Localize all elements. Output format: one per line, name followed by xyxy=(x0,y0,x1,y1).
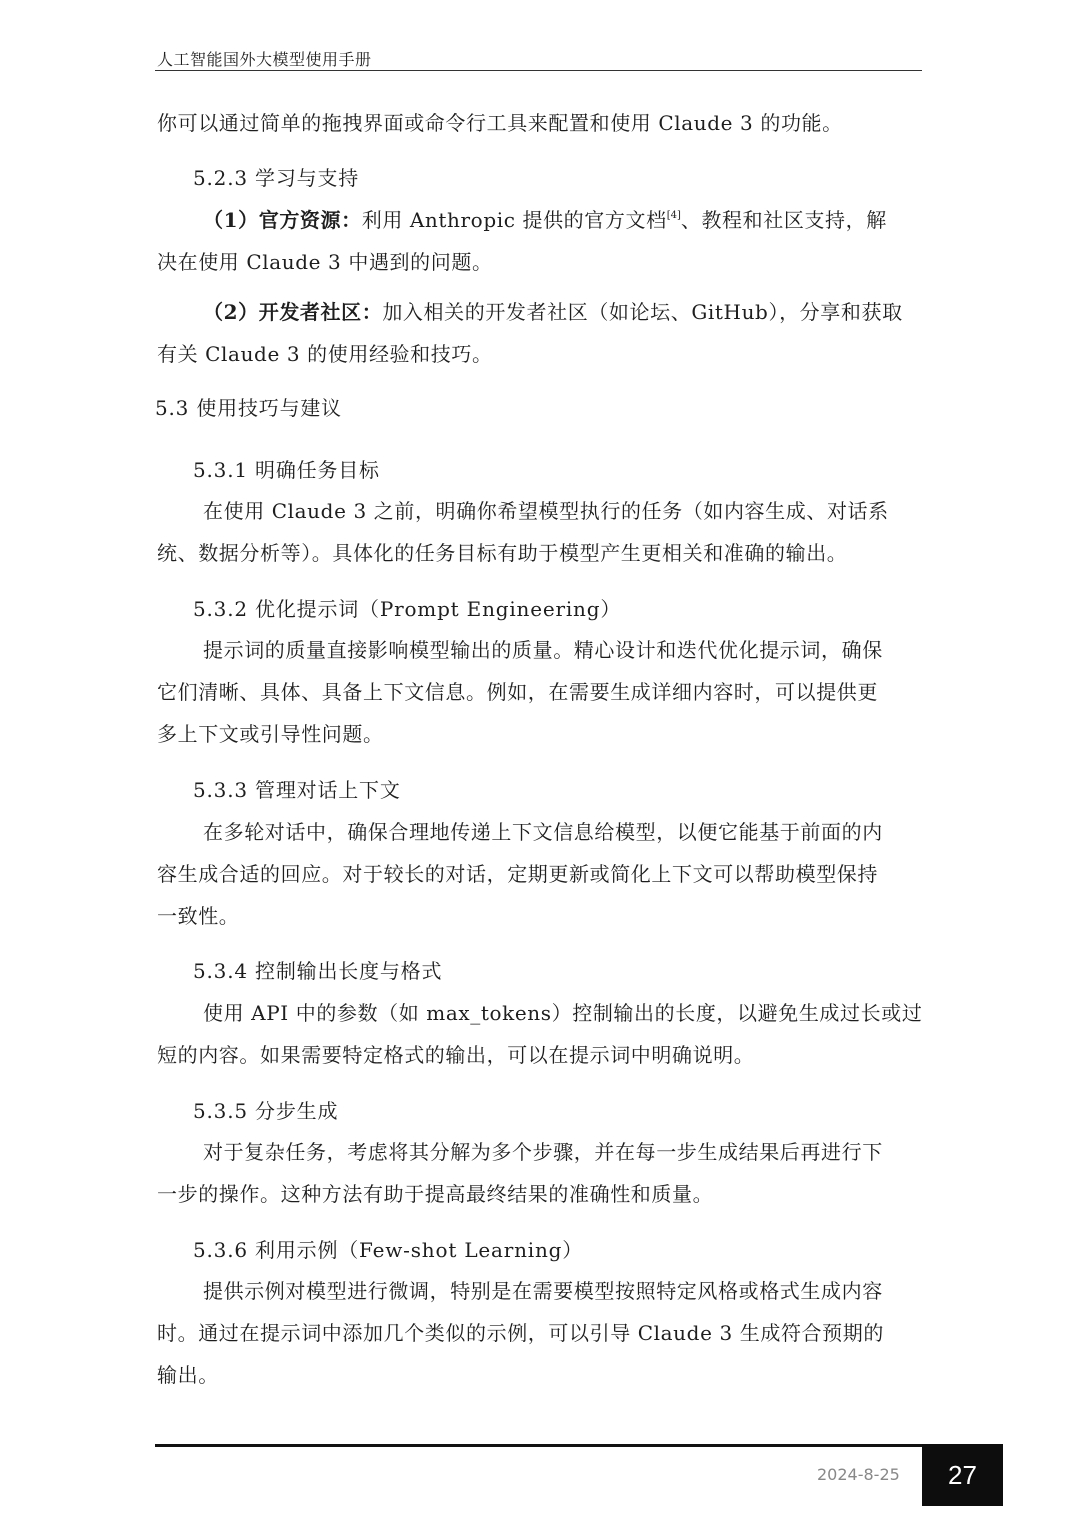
paragraph-line: 一步的操作。这种方法有助于提高最终结果的准确性和质量。 xyxy=(157,1182,714,1206)
paragraph-line: 提供示例对模型进行微调，特别是在需要模型按照特定风格或格式生成内容 xyxy=(203,1279,883,1303)
section-heading-5-3-5: 5.3.5 分步生成 xyxy=(193,1099,339,1123)
paragraph-line: 在使用 Claude 3 之前，明确你希望模型执行的任务（如内容生成、对话系 xyxy=(203,499,889,523)
paragraph-official-resources xyxy=(203,204,887,233)
page-number-badge xyxy=(922,1444,1003,1506)
paragraph-text: 加入相关的开发者社区（如论坛、GitHub），分享和获取 xyxy=(382,300,903,324)
section-heading-5-3-1: 5.3.1 明确任务目标 xyxy=(193,458,380,482)
section-heading-5-3-6: 5.3.6 利用示例（Few-shot Learning） xyxy=(193,1238,584,1262)
paragraph-line: 决在使用 Claude 3 中遇到的问题。 xyxy=(157,250,493,274)
paragraph-text: 利用 Anthropic 提供的官方文档 xyxy=(361,208,667,232)
citation-ref: [4] xyxy=(666,210,681,221)
section-heading-5-3-3: 5.3.3 管理对话上下文 xyxy=(193,778,401,802)
paragraph-line: 有关 Claude 3 的使用经验和技巧。 xyxy=(157,342,493,366)
running-header-title: 人工智能国外大模型使用手册 xyxy=(157,50,372,69)
section-heading-5-3: 5.3 使用技巧与建议 xyxy=(155,396,342,420)
page-number: 27 xyxy=(948,1459,977,1490)
paragraph-line: 你可以通过简单的拖拽界面或命令行工具来配置和使用 Claude 3 的功能。 xyxy=(157,111,843,135)
paragraph-line: 容生成合适的回应。对于较长的对话，定期更新或简化上下文可以帮助模型保持 xyxy=(157,862,878,886)
paragraph-line: 使用 API 中的参数（如 max_tokens）控制输出的长度，以避免生成过长或过 xyxy=(203,1001,923,1025)
paragraph-line: 对于复杂任务，考虑将其分解为多个步骤，并在每一步生成结果后再进行下 xyxy=(203,1140,883,1164)
section-heading-5-2-3: 5.2.3 学习与支持 xyxy=(193,166,360,190)
paragraph-text: 、教程和社区支持，解 xyxy=(680,208,887,232)
paragraph-label: （2）开发者社区： xyxy=(203,300,383,324)
paragraph-line: 统、数据分析等）。具体化的任务目标有助于模型产生更相关和准确的输出。 xyxy=(157,541,848,565)
paragraph-line: 短的内容。如果需要特定格式的输出，可以在提示词中明确说明。 xyxy=(157,1043,755,1067)
paragraph-label: （1）官方资源： xyxy=(203,208,362,232)
paragraph-line: 输出。 xyxy=(157,1363,219,1387)
paragraph-line: 一致性。 xyxy=(157,904,240,928)
section-heading-5-3-2: 5.3.2 优化提示词（Prompt Engineering） xyxy=(193,597,622,621)
footer-date: 2024-8-25 xyxy=(817,1465,900,1484)
paragraph-developer-community xyxy=(203,296,903,325)
paragraph-line: 时。通过在提示词中添加几个类似的示例，可以引导 Claude 3 生成符合预期的 xyxy=(157,1321,884,1345)
paragraph-line: 在多轮对话中，确保合理地传递上下文信息给模型，以便它能基于前面的内 xyxy=(203,820,883,844)
section-heading-5-3-4: 5.3.4 控制输出长度与格式 xyxy=(193,959,443,983)
paragraph-line: 多上下文或引导性问题。 xyxy=(157,722,384,746)
paragraph-line: 提示词的质量直接影响模型输出的质量。精心设计和迭代优化提示词，确保 xyxy=(203,638,883,662)
paragraph-line: 它们清晰、具体、具备上下文信息。例如，在需要生成详细内容时，可以提供更 xyxy=(157,680,878,704)
header-divider xyxy=(155,70,922,71)
footer-divider xyxy=(155,1444,922,1447)
